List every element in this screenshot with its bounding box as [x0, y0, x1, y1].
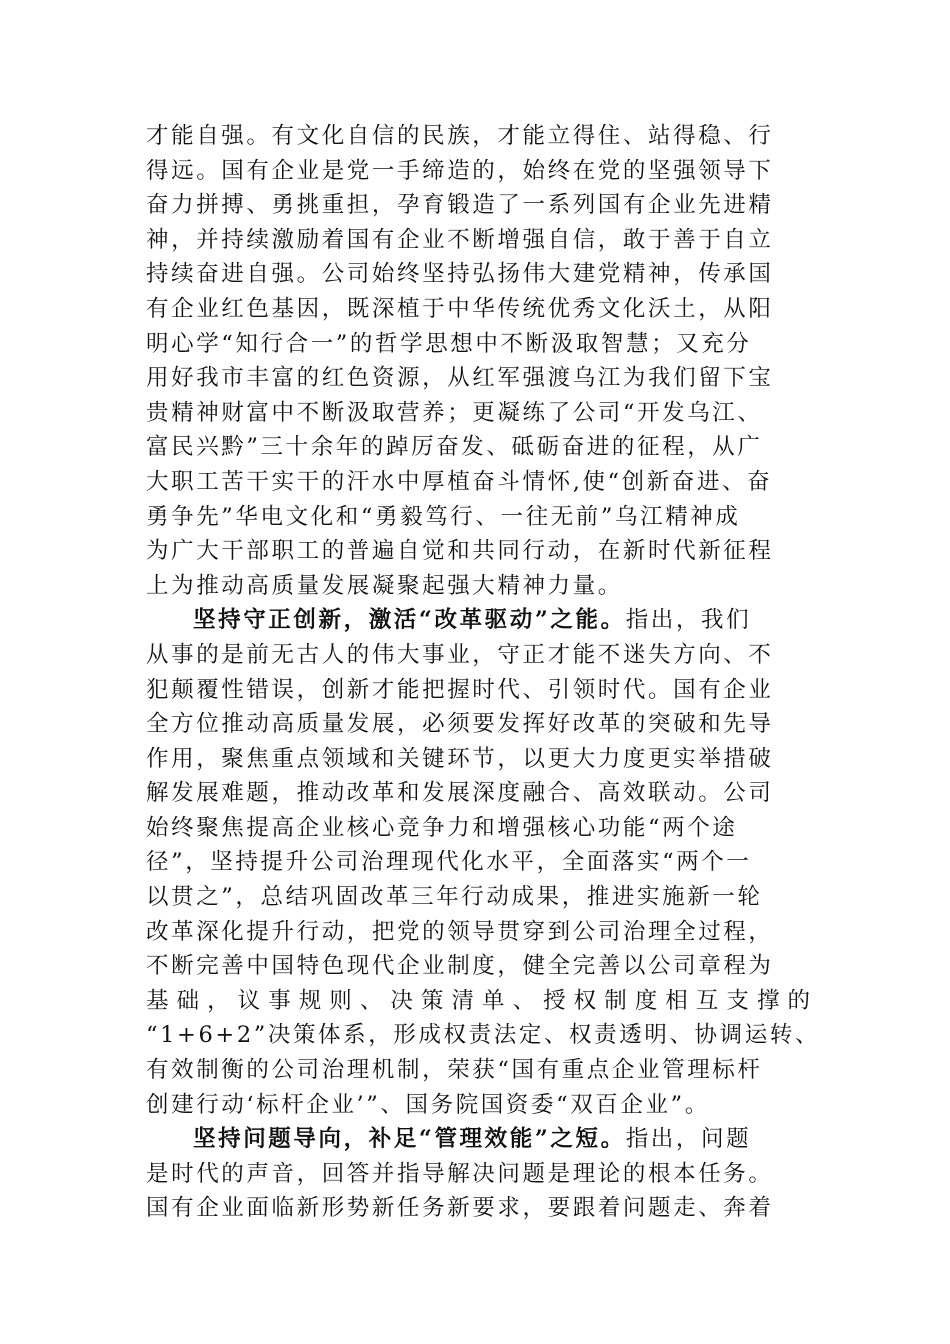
text-line: 从事的是前无古人的伟大事业，守正才能不迷失方向、不 — [146, 641, 774, 668]
text-line: 神，并持续激励着国有企业不断增强自信，敢于善于自立 — [146, 226, 774, 253]
text-line: 国有企业面临新形势新任务新要求，要跟着问题走、奔着 — [146, 1195, 774, 1222]
paragraph-problem-orientation — [146, 1122, 826, 1226]
paragraph-lead-text: 指出，我们 — [625, 607, 752, 634]
text-line: 大职工苦干实干的汗水中厚植奋斗情怀,使“创新奋进、奋 — [146, 468, 773, 495]
paragraph-heading: 坚持守正创新，激活“改革驱动”之能。 — [193, 607, 626, 634]
text-line: 犯颠覆性错误，创新才能把握时代、引领时代。国有企业 — [146, 676, 774, 703]
text-line: 富民兴黔”三十余年的踔厉奋发、砥砺奋进的征程，从广 — [146, 434, 763, 461]
text-line: 奋力拼搏、勇挑重担，孕育锻造了一系列国有企业先进精 — [146, 192, 774, 219]
text-line: 有效制衡的公司治理机制，荣获“国有重点企业管理标杆 — [146, 1057, 763, 1084]
paragraph-first-line — [146, 603, 826, 638]
text-line: 勇争先”华电文化和“勇毅笃行、一往无前”乌江精神成 — [146, 503, 741, 530]
text-line: 全方位推动高质量发展，必须要发挥好改革的突破和先导 — [146, 711, 774, 738]
text-line: 径”，坚持提升公司治理现代化水平，全面落实“两个一 — [146, 849, 752, 876]
text-line: 上为推动高质量发展凝聚起强大精神力量。 — [146, 572, 623, 599]
paragraph-reform-innovation — [146, 603, 826, 1122]
text-line: 以贯之”，总结巩固改革三年行动成果，推进实施新一轮 — [146, 884, 763, 911]
document-body — [146, 119, 826, 1226]
text-line: “1+6+2”决策体系，形成权责法定、权责透明、协调运转、 — [146, 1022, 821, 1049]
text-line: 是时代的声音，回答并指导解决问题是理论的根本任务。 — [146, 1160, 774, 1187]
text-line: 解发展难题，推动改革和发展深度融合、高效联动。公司 — [146, 780, 774, 807]
text-line: 才能自强。有文化自信的民族，才能立得住、站得稳、行 — [146, 123, 774, 149]
text-line: 作用，聚焦重点领域和关键环节，以更大力度更实举措破 — [146, 745, 774, 772]
paragraph-cultural-confidence — [146, 119, 826, 603]
text-line: 不断完善中国特色现代企业制度，健全完善以公司章程为 — [146, 953, 774, 980]
text-line: 用好我市丰富的红色资源，从红军强渡乌江为我们留下宝 — [146, 365, 774, 392]
text-line: 创建行动‘标杆企业’”、国务院国资委“双百企业”。 — [146, 1091, 710, 1118]
text-line: 持续奋进自强。公司始终坚持弘扬伟大建党精神，传承国 — [146, 261, 774, 288]
text-line: 始终聚焦提高企业核心竞争力和增强核心功能“两个途 — [146, 814, 738, 841]
paragraph-first-line — [146, 1122, 826, 1157]
text-line: 贵精神财富中不断汲取营养；更凝练了公司“开发乌江、 — [146, 399, 763, 426]
text-line: 有企业红色基因，既深植于中华传统优秀文化沃土，从阳 — [146, 295, 774, 322]
text-line: 明心学“知行合一”的哲学思想中不断汲取智慧；又充分 — [146, 330, 752, 357]
text-line: 基础，议事规则、决策清单、授权制度相互支撑的 — [146, 987, 810, 1014]
text-line: 改革深化提升行动，把党的领导贯穿到公司治理全过程， — [146, 918, 774, 945]
text-line: 为广大干部职工的普遍自觉和共同行动，在新时代新征程 — [146, 538, 774, 565]
paragraph-lead-text: 指出，问题 — [625, 1126, 752, 1153]
paragraph-heading: 坚持问题导向，补足“管理效能”之短。 — [193, 1126, 626, 1153]
text-line: 得远。国有企业是党一手缔造的，始终在党的坚强领导下 — [146, 157, 774, 184]
